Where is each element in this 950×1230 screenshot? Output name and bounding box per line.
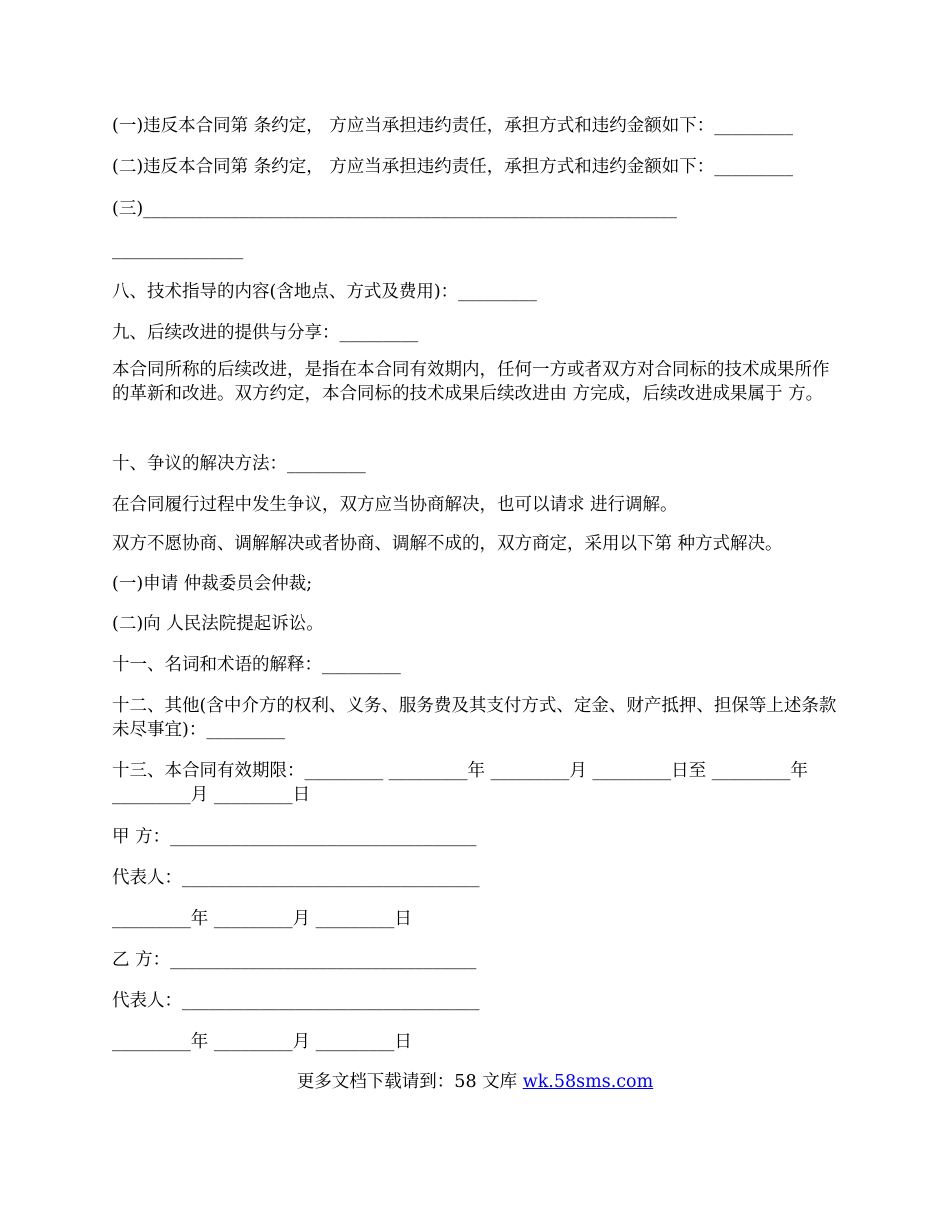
section-10-heading: 十、争议的解决方法：_________ [112, 454, 366, 474]
section-11-heading: 十一、名词和术语的解释：_________ [112, 655, 401, 675]
section-10-body-2: 双方不愿协商、调解解决或者协商、调解不成的，双方商定，采用以下第 种方式解决。 [112, 534, 783, 554]
arbitration-option: (一)申请 仲裁委员会仲裁; [112, 574, 313, 594]
breach-clause-3: (三)_____________________________________________________________ [112, 199, 677, 219]
section-9-heading: 九、后续改进的提供与分享：_________ [112, 323, 419, 343]
section-10-body-1: 在合同履行过程中发生争议，双方应当协商解决，也可以请求 进行调解。 [112, 495, 678, 515]
section-8-heading: 八、技术指导的内容(含地点、方式及费用)：_________ [112, 282, 537, 302]
party-a-line: 甲 方：___________________________________ [112, 827, 477, 847]
footer-link[interactable]: wk.58sms.com [522, 1072, 654, 1092]
section-12-body: 十二、其他(含中介方的权利、义务、服务费及其支付方式、定金、财产抵押、担保等上述条款未尽事宜)：_________ [112, 696, 837, 740]
footer [0, 1070, 950, 1094]
party-b-representative-line: 代表人：__________________________________ [112, 991, 480, 1011]
party-a-date-line: _________年 _________月 _________日 [112, 909, 412, 929]
party-b-date-line: _________年 _________月 _________日 [112, 1032, 412, 1052]
blank-line: _______________ [112, 240, 244, 260]
section-9-body: 本合同所称的后续改进，是指在本合同有效期内，任何一方或者双方对合同标的技术成果所作的革新和改进。双方约定，本合同标的技术成果后续改进由 方完成，后续改进成果属于 方。 [112, 360, 830, 404]
section-13-body: 十三、本合同有效期限：_________ _________年 _________月 _________日至 _________年 _________月 _________日 [112, 761, 808, 805]
breach-clause-2: (二)违反本合同第 条约定， 方应当承担违约责任，承担方式和违约金额如下：_________ [112, 157, 794, 177]
footer-text: 更多文档下载请到：58 文库 [296, 1072, 523, 1092]
party-a-representative-line: 代表人：__________________________________ [112, 868, 480, 888]
litigation-option: (二)向 人民法院提起诉讼。 [112, 614, 324, 634]
breach-clause-1: (一)违反本合同第 条约定， 方应当承担违约责任，承担方式和违约金额如下：_________ [112, 116, 794, 136]
party-b-line: 乙 方：___________________________________ [112, 950, 477, 970]
